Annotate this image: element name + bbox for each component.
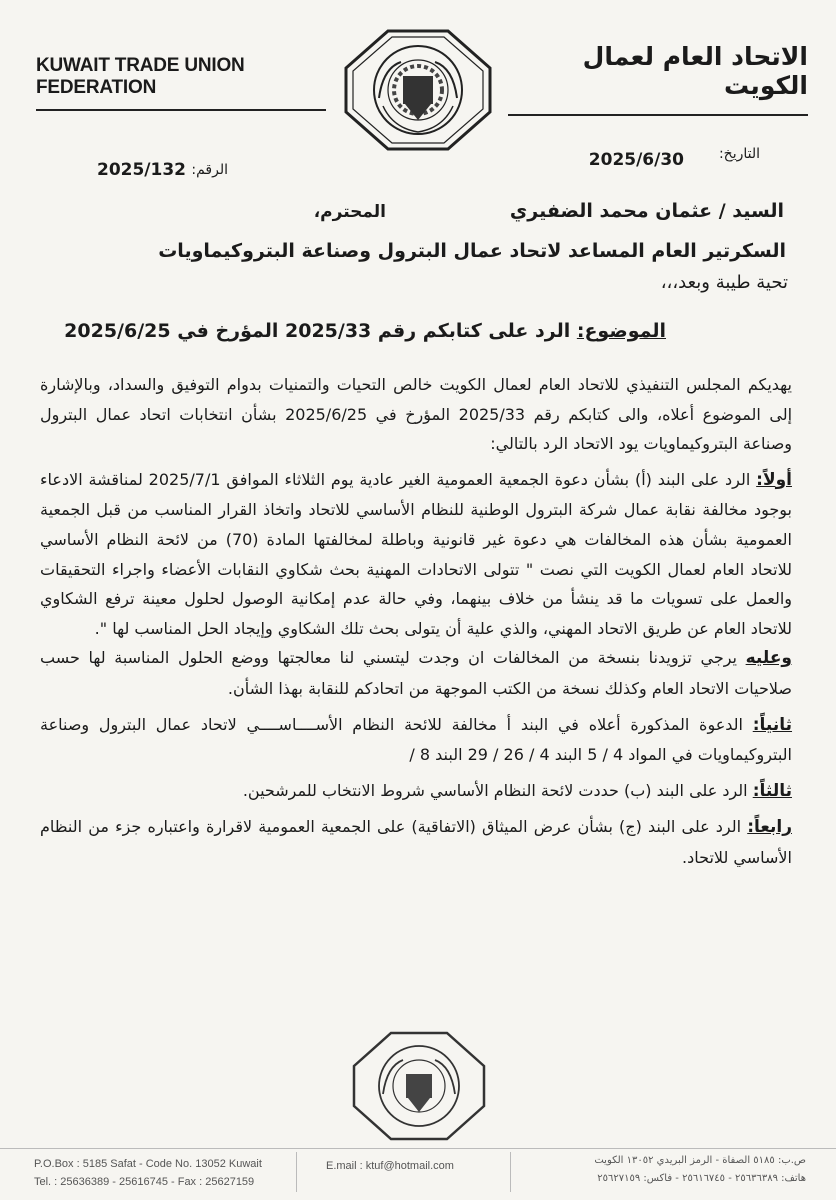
paragraph-second — [40, 710, 792, 770]
footer-divider — [0, 1148, 836, 1149]
greeting: تحية طيبة وبعد،،، — [660, 272, 788, 293]
paragraph-third — [40, 776, 792, 807]
footer-separator — [296, 1152, 297, 1192]
reference-value: 2025/132 — [96, 160, 186, 180]
org-name-arabic: الاتحاد العام لعمال الكويت — [508, 42, 808, 116]
intro-paragraph: يهديكم المجلس التنفيذي للاتحاد العام لعمال الكويت خالص التحيات والتمنيات بدوام التوفيق والسداد، وبالإشارة إلى الموضوع أعلاه، والى كتابكم رقم 2025/33 المؤرخ في 2025/6/25 بشأن انتخابات اتحاد عمال البترول وصناعة البتروكيماويات يود الاتحاد الرد بالتالي: — [40, 375, 793, 454]
paragraph-first-cont-text: يرجي تزويدنا بنسخة من المخالفات ان وجدت ليتسني لنا معالجتها ووضع الحلول المناسبة لها حسب صلاحيات الاتحاد العام وكذلك نسخة من الكتب الموجهة من اتحادكم للنقابة بهذا الشأن. — [40, 648, 792, 698]
paragraph-third-label: ثالثاً: — [752, 780, 792, 801]
paragraph-fourth — [40, 812, 792, 872]
paragraph-first — [40, 465, 792, 644]
footer-contact-english — [34, 1155, 262, 1191]
org-name-english: KUWAIT TRADE UNION FEDERATION — [36, 55, 326, 111]
footer-separator — [510, 1152, 511, 1192]
recipient-name: السيد / عثمان محمد الضفيري — [509, 200, 784, 222]
paragraph-fourth-text: الرد على البند (ج) بشأن عرض الميثاق (الاتفاقية) على الجمعية العمومية لاقرارة واعتباره جزء من النظام الأساسي للاتحاد. — [40, 817, 792, 867]
federation-seal-logo — [343, 28, 493, 152]
date-value: 2025/6/30 — [588, 150, 684, 170]
subject-line — [64, 320, 666, 342]
federation-stamp-logo — [351, 1030, 487, 1142]
recipient-honorific: المحترم، — [313, 202, 386, 222]
footer-pobox-arabic: ص.ب: ٥١٨٥ الصفاة - الرمز البريدي ١٣٠٥٢ الكويت — [594, 1155, 806, 1166]
paragraph-fourth-label: رابعاً: — [747, 817, 792, 838]
recipient-title: السكرتير العام المساعد لاتحاد عمال البترول وصناعة البتروكيماويات — [158, 240, 786, 262]
paragraph-second-text: الدعوة المذكورة أعلاه في البند أ مخالفة للائحة النظام الأســــاســــي لاتحاد عمال البترول وصناعة البتروكيماويات في المواد 4 / 5 البند 4 / 26 / 29 البند 8 / — [40, 714, 792, 765]
subject-label: الموضوع: — [576, 320, 666, 342]
footer-tel-arabic: هاتف: ٢٥٦٣٦٣٨٩ - ٢٥٦١٦٧٤٥ - فاكس: ٢٥٦٢٧١٥٩ — [597, 1173, 806, 1184]
paragraph-first-label: أولاً: — [756, 469, 792, 490]
paragraph-second-label: ثانياً: — [752, 714, 793, 735]
paragraph-first-continued — [40, 643, 792, 703]
footer-pobox-english: P.O.Box : 5185 Safat - Code No. 13052 Kuwait — [34, 1158, 262, 1170]
subject-text: الرد على كتابكم رقم 2025/33 المؤرخ في 2025/6/25 — [64, 320, 571, 342]
footer-contact-arabic — [594, 1152, 806, 1188]
letter-body — [40, 370, 792, 873]
date-label: التاريخ: — [718, 146, 760, 162]
reference-label: الرقم: — [191, 162, 228, 178]
paragraph-first-cont-label: وعليه — [745, 648, 792, 669]
footer-tel-english: Tel. : 25636389 - 25616745 - Fax : 25627159 — [34, 1176, 255, 1188]
paragraph-first-text: الرد على البند (أ) بشأن دعوة الجمعية العمومية الغير عادية يوم الثلاثاء الموافق 2025/7/1 لمناقشة الادعاء بوجود مخالفة نقابة عمال شركة البترول الوطنية للنظام الأساسي للاتحاد واتخاذ القرار المناسب من قبل الجمعية العمومية بشأن هذه المخالفات هي دعوة غير قانونية وباطلة لمخالفتها المادة (70) من لائحة النظام الأساسي للاتحاد العام لعمال الكويت التي نصت " تتولى الاتحادات المهنية بحث شكاوي النقابات الأعضاء واجراء التحقيقات والعمل على تسويات ما قد ينشأ من خلاف بينهما، وفي حالة عدم إمكانية الوصول لحلول معينة ترفع الشكاوي للاتحاد العام عن طريق الاتحاد المهني، والذي علية أن يتولى بحث تلك الشكاوي وإيجاد الحل المناسب لها ". — [40, 469, 792, 638]
footer-email: E.mail : ktuf@hotmail.com — [326, 1160, 454, 1172]
paragraph-third-text: الرد على البند (ب) حددت لائحة النظام الأساسي شروط الانتخاب للمرشحين. — [242, 780, 748, 800]
